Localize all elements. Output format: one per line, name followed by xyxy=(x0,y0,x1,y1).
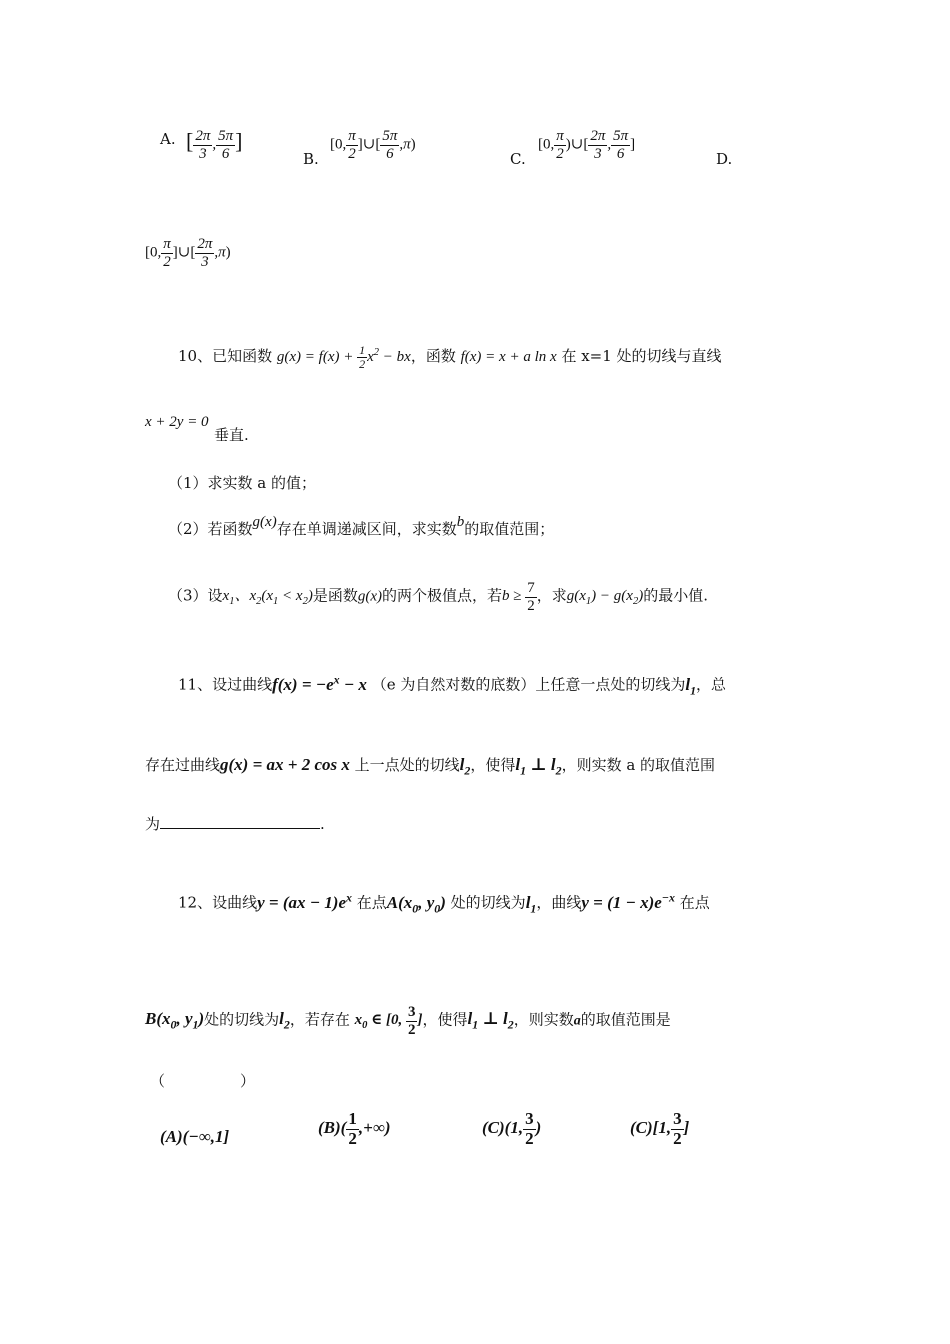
q12-number: 12、 xyxy=(178,893,213,912)
q12-answer-paren: （ ） xyxy=(150,1072,256,1090)
q12-option-c: (C)(1, $\frac{3}{2}$ ) xyxy=(482,1109,542,1148)
q10-line2 xyxy=(145,414,209,430)
q11-number: 11、 xyxy=(178,675,213,694)
q12-option-a: (A)(−∞,1] xyxy=(160,1127,230,1146)
option-d-label: D. xyxy=(716,150,733,168)
q10-formula-f: f(x) = x + a ln x xyxy=(460,349,557,366)
q12-formula-y1: $y = (ax - 1)e^x$ xyxy=(257,890,352,912)
q10-part2: （2）若函数g(x)存在单调递减区间，求实数b的取值范围； xyxy=(168,514,555,538)
q11-formula-g: g(x) = ax + 2 cos x xyxy=(220,755,350,774)
q12-line1: 12、设曲线$y = (ax - 1)e^x$ 在点$A(x_0$, $y_0$) 处的切线为$l_1$，曲线$y = (1 - x)e^{-x}$ 在点 xyxy=(178,890,710,916)
q10-number: 10、 xyxy=(178,347,213,366)
option-a-label: A. xyxy=(160,130,176,148)
q11-line3: 为 . xyxy=(145,815,325,833)
q9-options-row xyxy=(160,132,176,147)
option-b-formula: [0, $\frac{\pi}{2}$ ]∪[ $\frac{5\pi}{6}$ ,π) xyxy=(330,128,416,162)
option-d-formula: [0, $\frac{\pi}{2}$ ]∪[ $\frac{2\pi}{3}$ ,π) xyxy=(145,236,231,270)
q11-line1: 11、设过曲线$f(x) = -e^x - x$ （e 为自然对数的底数）上任意一点处的切线为$l_1$，总 xyxy=(178,672,727,698)
q12-option-b: (B)( $\frac{1}{2}$ ,+∞) xyxy=(318,1109,391,1148)
option-a-formula: [ $\frac{2\pi}{3}$ , $\frac{5\pi}{6}$ ] xyxy=(186,128,243,162)
q10-line1: 10、已知函数 g(x) = f(x) + $\frac{1}{2}$ $x^2$ − bx，函数 f(x) = x + a ln x 在 x=1 处的切线与直线 xyxy=(178,343,722,372)
q12-line2: $B(x_0$, $y_1$)处的切线为$l_2$，若存在 $x_0$ ∈ [0, $\frac{3}{2}$ ]，使得$l_1$ ⊥ $l_2$，则实数a的取值范围是 xyxy=(145,1004,671,1038)
q11-line2: 存在过曲线g(x) = ax + 2 cos x 上一点处的切线$l_2$，使得$l_1$ ⊥ $l_2$，则实数 a 的取值范围 xyxy=(145,755,716,778)
answer-blank xyxy=(160,816,320,829)
q10-part3: （3）设$x_1$、$x_2(x_1 < x_2)$是函数g(x)的两个极值点，若b ≥ $\frac{7}{2}$ ，求$g(x_1) - g(x_2)$的最小值. xyxy=(168,580,708,614)
q10-formula-line: x + 2y = 0 xyxy=(145,414,209,430)
option-c-label: C. xyxy=(510,150,526,168)
q12-formula-y2: $y = (1 - x)e^{-x}$ xyxy=(581,890,675,912)
q12-option-d: (C)[1, $\frac{3}{2}$ ] xyxy=(630,1109,690,1148)
q10-formula-g: g(x) = f(x) + $\frac{1}{2}$ $x^2$ − bx xyxy=(276,343,411,372)
option-c-formula: [0, $\frac{\pi}{2}$ )∪[ $\frac{2\pi}{3}$ , $\frac{5\pi}{6}$ ] xyxy=(538,128,636,162)
q12-formula-x0: $x_0$ ∈ [0, $\frac{3}{2}$ ] xyxy=(354,1004,423,1038)
q10-line2-text: 垂直. xyxy=(214,426,249,444)
q11-formula-f: $f(x) = -e^x - x$ xyxy=(272,672,367,694)
option-b-label: B. xyxy=(303,150,319,168)
q10-part1: （1）求实数 a 的值； xyxy=(168,474,317,492)
